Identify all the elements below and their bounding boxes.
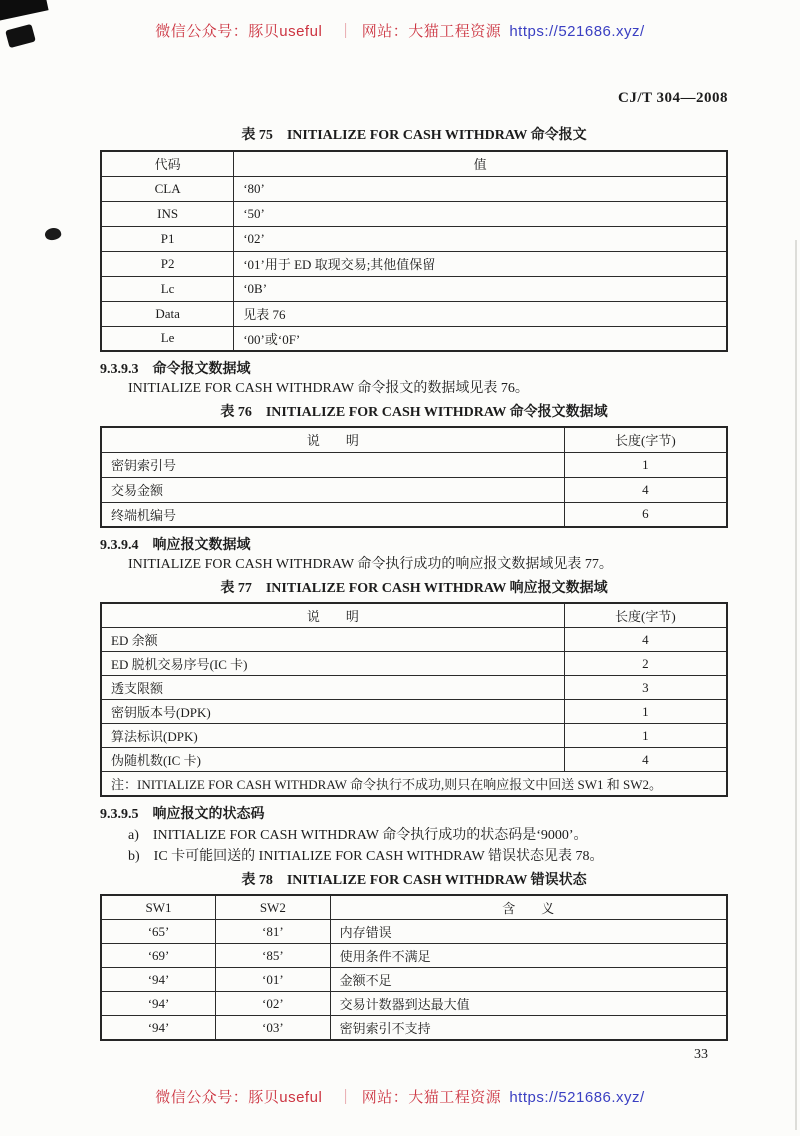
table-row (101, 724, 727, 748)
table-cell: P1 (101, 226, 234, 251)
section-heading-9-3-9-4 (100, 536, 728, 555)
table-row (101, 326, 727, 351)
section-heading-9-3-9-5 (100, 805, 728, 824)
table-cell: ‘0B’ (234, 276, 727, 301)
column-header: 长度(字节) (564, 427, 727, 452)
watermark-account: 微信公众号：豚贝useful (155, 1089, 323, 1106)
table-cell: ‘81’ (216, 920, 331, 944)
table-77 (100, 602, 728, 797)
table-cell: 交易金额 (101, 477, 564, 502)
table-row (101, 1016, 727, 1041)
table-row (101, 452, 727, 477)
table-cell: ‘94’ (101, 992, 216, 1016)
table-row (101, 276, 727, 301)
page-number: 33 (694, 1047, 708, 1062)
ink-blot-artifact (44, 226, 63, 242)
watermark-top (0, 20, 800, 41)
table-row (101, 502, 727, 527)
watermark-url: https://521686.xyz/ (509, 23, 645, 40)
table-note-row (101, 772, 727, 797)
watermark-account: 微信公众号：豚贝useful (155, 23, 323, 40)
table-cell: 4 (564, 628, 727, 652)
watermark-bottom (0, 1086, 800, 1107)
table-cell: ‘69’ (101, 944, 216, 968)
table-cell: 1 (564, 724, 727, 748)
table-cell: ED 脱机交易序号(IC 卡) (101, 652, 564, 676)
watermark-separator: ｜ (338, 23, 354, 40)
table-cell: Data (101, 301, 234, 326)
section-title: 响应报文的状态码 (152, 807, 265, 822)
table-cell: ‘94’ (101, 1016, 216, 1041)
table-cell: 1 (564, 700, 727, 724)
table-cell: 算法标识(DPK) (101, 724, 564, 748)
table-row (101, 301, 727, 326)
scan-artifact-corner (0, 0, 49, 21)
table-78-title: 表 78 INITIALIZE FOR CASH WITHDRAW 错误状态 (241, 873, 587, 888)
table-row (101, 676, 727, 700)
column-header: 值 (234, 151, 727, 176)
table-75 (100, 150, 728, 352)
table-cell: 透支限额 (101, 676, 564, 700)
table-header-row (101, 603, 727, 628)
column-header: SW1 (101, 895, 216, 920)
section-number: 9.3.9.4 (100, 538, 139, 553)
table-row (101, 201, 727, 226)
table-cell: Le (101, 326, 234, 351)
table-76 (100, 426, 728, 528)
watermark-separator: ｜ (338, 1089, 354, 1106)
list-item-a: a) INITIALIZE FOR CASH WITHDRAW 命令执行成功的状态码是‘9000’。 (128, 828, 588, 843)
table-row (101, 628, 727, 652)
table-cell: 密钥索引号 (101, 452, 564, 477)
table-cell: 4 (564, 748, 727, 772)
table-cell: Lc (101, 276, 234, 301)
doc-number: CJ/T 304—2008 (618, 90, 728, 106)
section-number: 9.3.9.3 (100, 362, 139, 377)
table-cell: 见表 76 (234, 301, 727, 326)
table-row (101, 226, 727, 251)
table-cell: 4 (564, 477, 727, 502)
table-cell: 6 (564, 502, 727, 527)
table-header-row (101, 895, 727, 920)
section-number: 9.3.9.5 (100, 807, 139, 822)
table-cell: CLA (101, 176, 234, 201)
table-cell: ‘80’ (234, 176, 727, 201)
column-header: 代码 (101, 151, 234, 176)
table-row (101, 992, 727, 1016)
table-cell: INS (101, 201, 234, 226)
table-cell: ‘65’ (101, 920, 216, 944)
page-content (100, 127, 728, 1063)
section-title: 命令报文数据域 (152, 362, 251, 377)
table-cell: ‘00’或‘0F’ (234, 326, 727, 351)
table-cell: ‘02’ (234, 226, 727, 251)
watermark-site: 网站：大猫工程资源 (361, 1089, 502, 1106)
section-heading-9-3-9-3 (100, 360, 728, 379)
column-header: 含 义 (330, 895, 727, 920)
table-row (101, 477, 727, 502)
table-cell: 密钥版本号(DPK) (101, 700, 564, 724)
table-cell: ‘85’ (216, 944, 331, 968)
table-row (101, 944, 727, 968)
column-header: 长度(字节) (564, 603, 727, 628)
table-row (101, 251, 727, 276)
section-paragraph: INITIALIZE FOR CASH WITHDRAW 命令报文的数据域见表 76。 (128, 381, 529, 396)
table-cell: ‘01’ (216, 968, 331, 992)
table-header-row (101, 427, 727, 452)
table-cell: 伪随机数(IC 卡) (101, 748, 564, 772)
table-cell: ED 余额 (101, 628, 564, 652)
watermark-url: https://521686.xyz/ (509, 1089, 645, 1106)
table-row (101, 748, 727, 772)
table-row (101, 920, 727, 944)
column-header: SW2 (216, 895, 331, 920)
table-row (101, 652, 727, 676)
table-note-cell: 注：INITIALIZE FOR CASH WITHDRAW 命令执行不成功,则只在响应报文中回送 SW1 和 SW2。 (101, 772, 727, 797)
column-header: 说 明 (101, 427, 564, 452)
table-cell: ‘50’ (234, 201, 727, 226)
table-76-title: 表 76 INITIALIZE FOR CASH WITHDRAW 命令报文数据域 (220, 405, 608, 420)
table-header-row (101, 151, 727, 176)
table-cell: 使用条件不满足 (330, 944, 727, 968)
table-75-title: 表 75 INITIALIZE FOR CASH WITHDRAW 命令报文 (241, 128, 587, 143)
column-header: 说 明 (101, 603, 564, 628)
section-paragraph: INITIALIZE FOR CASH WITHDRAW 命令执行成功的响应报文数据域见表 77。 (128, 557, 613, 572)
table-cell: 2 (564, 652, 727, 676)
table-cell: ‘01’用于 ED 取现交易;其他值保留 (234, 251, 727, 276)
table-cell: ‘03’ (216, 1016, 331, 1041)
table-row (101, 968, 727, 992)
scan-edge-line (795, 240, 797, 1130)
table-cell: P2 (101, 251, 234, 276)
table-cell: 3 (564, 676, 727, 700)
table-cell: ‘94’ (101, 968, 216, 992)
table-row (101, 700, 727, 724)
table-row (101, 176, 727, 201)
table-cell: 交易计数器到达最大值 (330, 992, 727, 1016)
table-cell: 终端机编号 (101, 502, 564, 527)
table-cell: 金额不足 (330, 968, 727, 992)
table-cell: 密钥索引不支持 (330, 1016, 727, 1041)
table-78 (100, 894, 728, 1041)
table-cell: 1 (564, 452, 727, 477)
table-77-title: 表 77 INITIALIZE FOR CASH WITHDRAW 响应报文数据域 (220, 581, 608, 596)
section-title: 响应报文数据域 (152, 538, 251, 553)
table-cell: 内存错误 (330, 920, 727, 944)
watermark-site: 网站：大猫工程资源 (361, 23, 502, 40)
list-item-b: b) IC 卡可能回送的 INITIALIZE FOR CASH WITHDRAW 错误状态见表 78。 (128, 849, 604, 864)
table-cell: ‘02’ (216, 992, 331, 1016)
